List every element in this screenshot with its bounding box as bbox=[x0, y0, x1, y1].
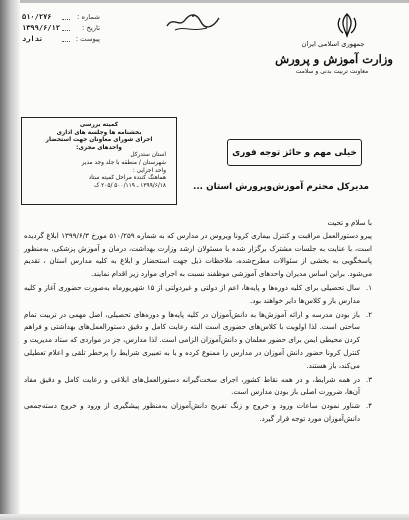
item-number: ۳. bbox=[365, 374, 372, 384]
meta-number-row bbox=[22, 11, 100, 22]
stamp-line: بخشنامه ها وجلسه های اداری bbox=[56, 129, 142, 136]
item-text: شناور نمودن ساعات ورود و خروج و زنگ تفریح دانش‌آموزان به‌منظور پیشگیری از ورود و خروج دسته‌جمعی دانش‌آموزان مورد توجه قرار گیرد. bbox=[24, 401, 360, 423]
meta-attachment-row bbox=[22, 33, 100, 44]
government-name: جمهوری اسلامی ایران bbox=[301, 40, 365, 48]
stamp-line: ۱۳۹۹/۶/۱۸ ـ ۵۰۰/۱۱۹ /۲۰۵ ک bbox=[94, 182, 166, 189]
date-value: ۱۳۹۹/۶/۱۲ bbox=[22, 23, 60, 32]
stamp-line: استان ستدرکل bbox=[130, 152, 166, 159]
dots bbox=[62, 35, 70, 42]
iran-emblem-icon bbox=[334, 12, 360, 38]
list-item bbox=[24, 282, 372, 308]
number-label: شماره : bbox=[77, 12, 100, 21]
item-text: سال تحصیلی برای کلیه دوره‌ها و پایه‌ها، اعم از دولتی و غیردولتی از ۱۵ شهریورماه به‌صورت حضوری آغاز و کلیه مدارس باز و کلاس‌ها دایر خواهند بود. bbox=[24, 282, 360, 305]
stamp-line: کمیته بررسی bbox=[79, 122, 119, 128]
stamp-line: هماهنگ کننده مراحل کمیته ستاد bbox=[88, 175, 166, 182]
item-text: باز بودن مدرسه و ارائه آموزش‌ها به دانش‌آموزان در کلیه پایه‌ها و دوره‌های تحصیلی، اصل مهمی در تربیت تمام ساحتی است. لذا اولویت با کلاس‌های حضوری است البته رعایت کامل و دقیق دستورالعمل‌های بهداشتی و فراهم کردن محیطی ایمن برای حضور معلمان و دانش‌آموزان الزامی است. لذا مدارس، جز در مواردی که ستاد مدیریت و کنترل کرونا حضور دانش آموزان در مدارس را ممنوع کرده و یا به تعبیری شرایط را پرخطر تلقی و اعلام تعطیلی می‌کند، باز هستند. bbox=[24, 309, 360, 370]
date-label: تاریخ : bbox=[82, 23, 100, 32]
stamp-line: واحد اجرایی : bbox=[132, 167, 166, 174]
list-item bbox=[24, 374, 372, 400]
letter-body bbox=[24, 217, 372, 426]
scan-bottom-edge bbox=[0, 514, 409, 520]
item-text: در همه شرایط، و در همه نقاط کشور، اجرای سخت‌گیرانه دستورالعمل‌های ابلاغی و رعایت کامل و دقیق مفاد آن‌ها، ضرورت اصلی باز بودن مدارس است. bbox=[24, 374, 360, 397]
stamp-line: واحدهای مجری: bbox=[76, 144, 122, 151]
stamp-line: اجرای شورای معاونان جهت استحضار bbox=[45, 137, 153, 144]
item-number: ۲. bbox=[365, 309, 372, 319]
letter-meta bbox=[22, 11, 100, 44]
bismillah-calligraphy bbox=[163, 10, 223, 34]
dots bbox=[62, 13, 70, 20]
review-stamp bbox=[21, 117, 177, 205]
addressee: مدیرکل محترم آموزش‌وپرورش استان ... bbox=[192, 182, 369, 192]
number-value: ۵۱۰/۲۷۶ bbox=[22, 12, 52, 21]
list-item bbox=[24, 400, 372, 426]
ministry-name: وزارت آموزش و پرورش bbox=[275, 52, 393, 66]
item-number: ۴. bbox=[365, 401, 372, 411]
attachment-value: ندارد bbox=[22, 34, 44, 43]
meta-date-row bbox=[22, 22, 100, 33]
dots bbox=[62, 24, 70, 31]
attachment-label: پیوست : bbox=[75, 34, 100, 43]
stamp-line: شهرستان / منطقه با جلد وجد مدیر bbox=[81, 159, 166, 166]
scan-shadow bbox=[0, 0, 409, 3]
urgent-notice: خیلی مهم و حائز توجه فوری bbox=[227, 139, 362, 166]
item-number: ۱. bbox=[365, 282, 372, 292]
scan-edge bbox=[0, 0, 20, 520]
greeting: با سلام و تحیت bbox=[327, 218, 372, 227]
intro-paragraph: پیرو دستورالعمل مراقبت و کنترل بیماری کرونا ویروس در مدارس که به شماره ۵۱۰/۲۵۹ مورخ ۱۳۹۹/۶/۳ ابلاغ گردیده است، با عنایت به جلسات مشترک برگزار شده با مسئولان ارشد وزارت بهداشت، درمان و آموزش پزشکی، به‌منظور پاسخگویی به بخشی از سئوالات مطرح‌شده، ملاحظات ذیل جهت استحضار و ابلاغ به کلیه مدارس استان ، تقدیم می‌شود. براین اساس مدیران واحدهای آموزشی موظفند نسبت به اجرای موارد زیر اقدام نمایند. bbox=[24, 230, 372, 279]
list-item bbox=[24, 309, 372, 373]
deputy-name: معاونت تربیت بدنی و سلامت bbox=[295, 68, 369, 75]
